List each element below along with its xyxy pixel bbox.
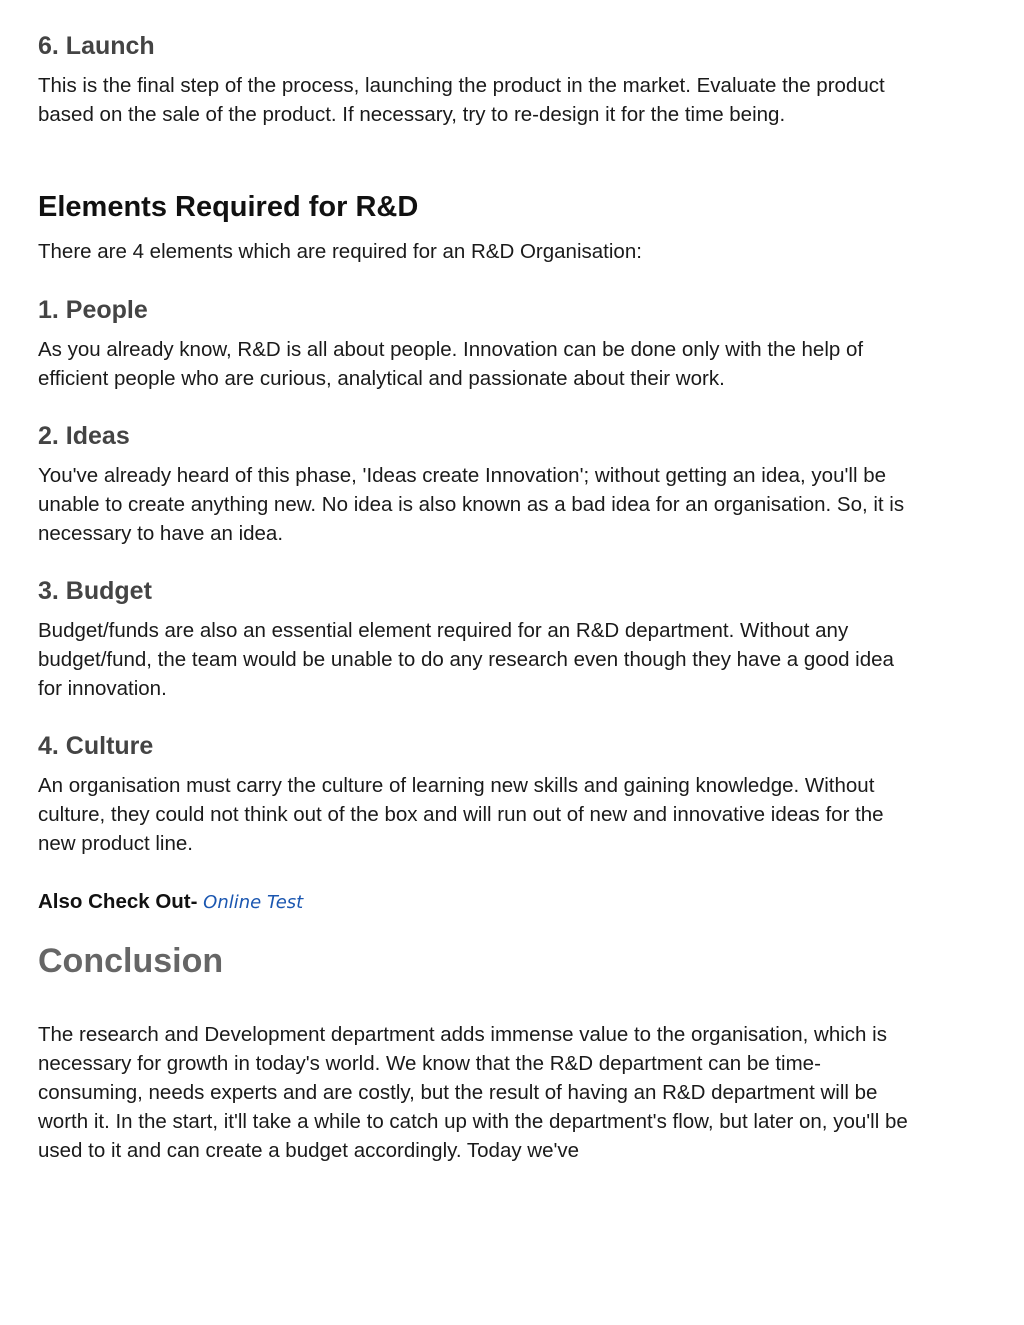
- elements-heading: Elements Required for R&D: [38, 191, 419, 223]
- people-body: As you already know, R&D is all about people. Innovation can be done only with the help of efficient people who are curious, analytical and passionate about their work.: [38, 338, 864, 390]
- culture-heading: 4. Culture: [38, 732, 154, 760]
- conclusion-body: The research and Development department adds immense value to the organisation, which is necessary for growth in today's world. We know that the R&D department can be time-consuming, needs experts and are costly, but the result of having an R&D department will be worth it. In the start, it'll take a while to catch up with the department's flow, but later on, you'll be used to it and can create a budget accordingly. Today we've: [38, 1023, 908, 1162]
- budget-body: Budget/funds are also an essential element required for an R&D department. Without any budget/fund, the team would be unable to do any research even though they have a good idea for innovation.: [38, 619, 894, 700]
- launch-heading: 6. Launch: [38, 32, 155, 60]
- launch-body: This is the final step of the process, launching the product in the market. Evaluate the product based on the sale of the product. If necessary, try to re-design it for the time being.: [38, 74, 885, 126]
- ideas-heading: 2. Ideas: [38, 422, 130, 450]
- ideas-body: You've already heard of this phase, 'Ideas create Innovation'; without getting an idea, you'll be unable to create anything new. No idea is also known as a bad idea for an organisation. So, it is necessary to have an idea.: [38, 464, 905, 545]
- also-check-out: [38, 887, 908, 917]
- conclusion-heading: Conclusion: [38, 942, 224, 980]
- people-heading: 1. People: [38, 296, 148, 324]
- online-test-link[interactable]: Online Test: [203, 892, 304, 913]
- elements-intro: There are 4 elements which are required for an R&D Organisation:: [38, 240, 642, 263]
- also-check-out-label: Also Check Out-: [38, 890, 204, 913]
- culture-body: An organisation must carry the culture of learning new skills and gaining knowledge. Without culture, they could not think out of the box and will run out of new and innovative ideas for the new product line.: [38, 774, 884, 855]
- budget-heading: 3. Budget: [38, 577, 152, 605]
